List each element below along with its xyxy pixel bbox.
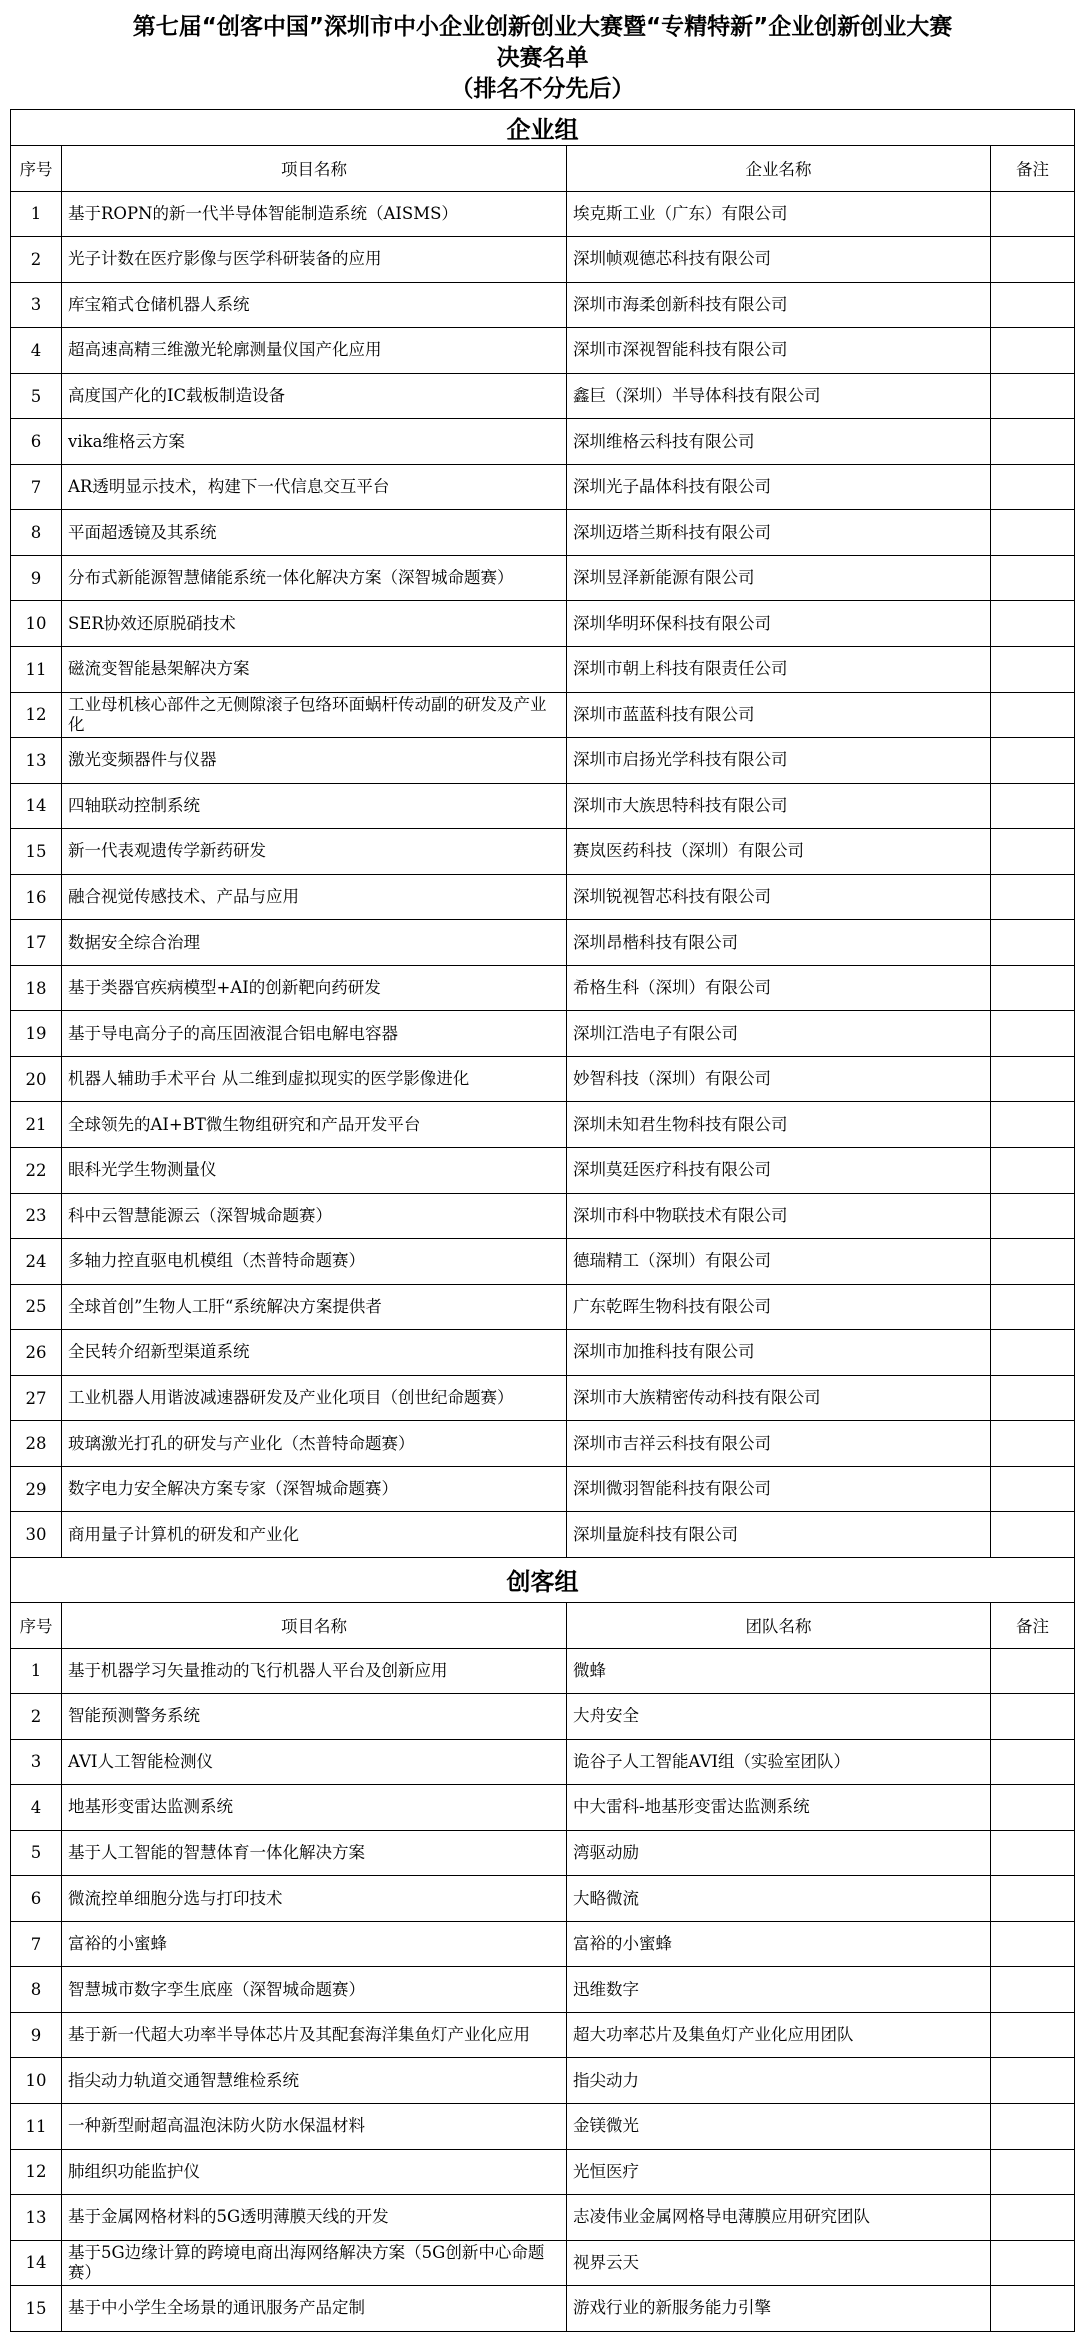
row-organization-name: 深圳维格云科技有限公司 xyxy=(567,419,991,465)
row-note xyxy=(991,419,1075,465)
column-header-note: 备注 xyxy=(991,1602,1075,1648)
row-index: 9 xyxy=(11,555,62,601)
row-organization-name: 湾驱动励 xyxy=(567,1830,991,1876)
enterprise-row xyxy=(11,464,1075,510)
row-index: 1 xyxy=(11,191,62,237)
row-index: 12 xyxy=(11,692,62,738)
row-note xyxy=(991,1694,1075,1740)
enterprise-row xyxy=(11,1239,1075,1285)
row-organization-name: 光恒医疗 xyxy=(567,2149,991,2195)
row-index: 26 xyxy=(11,1330,62,1376)
row-organization-name: 深圳未知君生物科技有限公司 xyxy=(567,1102,991,1148)
enterprise-row xyxy=(11,1102,1075,1148)
row-project-name: 机器人辅助手术平台 从二维到虚拟现实的医学影像进化 xyxy=(62,1056,567,1102)
maker-row xyxy=(11,2286,1075,2332)
row-note xyxy=(991,692,1075,738)
row-index: 3 xyxy=(11,1739,62,1785)
row-project-name: 高度国产化的IC载板制造设备 xyxy=(62,373,567,419)
row-project-name: 平面超透镜及其系统 xyxy=(62,510,567,556)
row-project-name: 基于机器学习矢量推动的飞行机器人平台及创新应用 xyxy=(62,1648,567,1694)
row-note xyxy=(991,1921,1075,1967)
maker-row xyxy=(11,1648,1075,1694)
enterprise-row xyxy=(11,601,1075,647)
enterprise-row xyxy=(11,1011,1075,1057)
row-organization-name: 深圳市朝上科技有限责任公司 xyxy=(567,647,991,693)
row-project-name: 科中云智慧能源云（深智城命题赛） xyxy=(62,1193,567,1239)
row-index: 6 xyxy=(11,419,62,465)
row-note xyxy=(991,191,1075,237)
row-note xyxy=(991,2012,1075,2058)
row-note xyxy=(991,1330,1075,1376)
row-organization-name: 深圳市海柔创新科技有限公司 xyxy=(567,282,991,328)
row-note xyxy=(991,1102,1075,1148)
row-index: 15 xyxy=(11,2286,62,2332)
row-note xyxy=(991,1967,1075,2013)
row-index: 30 xyxy=(11,1512,62,1558)
enterprise-row xyxy=(11,555,1075,601)
row-index: 4 xyxy=(11,1785,62,1831)
row-project-name: 地基形变雷达监测系统 xyxy=(62,1785,567,1831)
row-project-name: 指尖动力轨道交通智慧维检系统 xyxy=(62,2058,567,2104)
row-note xyxy=(991,1876,1075,1922)
row-organization-name: 深圳市深视智能科技有限公司 xyxy=(567,328,991,374)
row-note xyxy=(991,373,1075,419)
enterprise-row xyxy=(11,965,1075,1011)
row-organization-name: 深圳昱泽新能源有限公司 xyxy=(567,555,991,601)
row-organization-name: 德瑞精工（深圳）有限公司 xyxy=(567,1239,991,1285)
row-index: 20 xyxy=(11,1056,62,1102)
row-note xyxy=(991,2103,1075,2149)
maker-row xyxy=(11,2240,1075,2286)
maker-column-headers xyxy=(11,1602,1075,1648)
row-note xyxy=(991,1148,1075,1194)
row-organization-name: 深圳市科中物联技术有限公司 xyxy=(567,1193,991,1239)
row-organization-name: 深圳市启扬光学科技有限公司 xyxy=(567,738,991,784)
row-project-name: 一种新型耐超高温泡沫防火防水保温材料 xyxy=(62,2103,567,2149)
row-organization-name: 深圳迈塔兰斯科技有限公司 xyxy=(567,510,991,556)
row-note xyxy=(991,2286,1075,2332)
row-organization-name: 中大雷科-地基形变雷达监测系统 xyxy=(567,1785,991,1831)
row-organization-name: 深圳帧观德芯科技有限公司 xyxy=(567,237,991,283)
row-index: 18 xyxy=(11,965,62,1011)
row-organization-name: 深圳莫廷医疗科技有限公司 xyxy=(567,1148,991,1194)
row-organization-name: 希格生科（深圳）有限公司 xyxy=(567,965,991,1011)
row-note xyxy=(991,738,1075,784)
enterprise-row xyxy=(11,1466,1075,1512)
row-organization-name: 鑫巨（深圳）半导体科技有限公司 xyxy=(567,373,991,419)
row-organization-name: 深圳锐视智芯科技有限公司 xyxy=(567,874,991,920)
row-organization-name: 妙智科技（深圳）有限公司 xyxy=(567,1056,991,1102)
enterprise-column-headers xyxy=(11,146,1075,192)
row-note xyxy=(991,328,1075,374)
row-note xyxy=(991,1239,1075,1285)
row-project-name: AR透明显示技术，构建下一代信息交互平台 xyxy=(62,464,567,510)
maker-row xyxy=(11,2103,1075,2149)
maker-row xyxy=(11,1694,1075,1740)
row-index: 24 xyxy=(11,1239,62,1285)
row-note xyxy=(991,783,1075,829)
row-organization-name: 深圳市大族思特科技有限公司 xyxy=(567,783,991,829)
row-organization-name: 深圳昂楷科技有限公司 xyxy=(567,920,991,966)
row-index: 27 xyxy=(11,1375,62,1421)
row-organization-name: 深圳华明环保科技有限公司 xyxy=(567,601,991,647)
row-index: 3 xyxy=(11,282,62,328)
enterprise-row xyxy=(11,373,1075,419)
row-organization-name: 游戏行业的新服务能力引擎 xyxy=(567,2286,991,2332)
row-organization-name: 深圳量旋科技有限公司 xyxy=(567,1512,991,1558)
row-index: 8 xyxy=(11,510,62,556)
row-note xyxy=(991,555,1075,601)
column-header-team: 团队名称 xyxy=(567,1602,991,1648)
row-note xyxy=(991,1648,1075,1694)
row-organization-name: 深圳市吉祥云科技有限公司 xyxy=(567,1421,991,1467)
row-index: 7 xyxy=(11,464,62,510)
enterprise-section-header xyxy=(11,110,1075,146)
row-project-name: 全球领先的AI+BT微生物组研究和产品开发平台 xyxy=(62,1102,567,1148)
row-project-name: 基于5G边缘计算的跨境电商出海网络解决方案（5G创新中心命题赛） xyxy=(62,2240,567,2286)
enterprise-row xyxy=(11,1421,1075,1467)
row-index: 15 xyxy=(11,829,62,875)
row-note xyxy=(991,965,1075,1011)
row-organization-name: 迅维数字 xyxy=(567,1967,991,2013)
enterprise-row xyxy=(11,1284,1075,1330)
row-organization-name: 大略微流 xyxy=(567,1876,991,1922)
row-note xyxy=(991,601,1075,647)
row-project-name: 基于导电高分子的高压固液混合铝电解电容器 xyxy=(62,1011,567,1057)
row-organization-name: 指尖动力 xyxy=(567,2058,991,2104)
row-project-name: 微流控单细胞分选与打印技术 xyxy=(62,1876,567,1922)
maker-row xyxy=(11,1967,1075,2013)
row-index: 12 xyxy=(11,2149,62,2195)
row-project-name: 超高速高精三维激光轮廓测量仪国产化应用 xyxy=(62,328,567,374)
maker-row xyxy=(11,2195,1075,2241)
maker-row xyxy=(11,1876,1075,1922)
row-note xyxy=(991,920,1075,966)
row-organization-name: 深圳市大族精密传动科技有限公司 xyxy=(567,1375,991,1421)
enterprise-row xyxy=(11,1375,1075,1421)
row-note xyxy=(991,874,1075,920)
row-index: 19 xyxy=(11,1011,62,1057)
maker-row xyxy=(11,1830,1075,1876)
row-index: 10 xyxy=(11,2058,62,2104)
row-project-name: 基于人工智能的智慧体育一体化解决方案 xyxy=(62,1830,567,1876)
row-note xyxy=(991,282,1075,328)
enterprise-row xyxy=(11,282,1075,328)
row-note xyxy=(991,464,1075,510)
row-project-name: 库宝箱式仓储机器人系统 xyxy=(62,282,567,328)
row-index: 6 xyxy=(11,1876,62,1922)
row-index: 22 xyxy=(11,1148,62,1194)
row-note xyxy=(991,1421,1075,1467)
row-index: 29 xyxy=(11,1466,62,1512)
row-note xyxy=(991,1739,1075,1785)
row-project-name: 基于ROPN的新一代半导体智能制造系统（AISMS） xyxy=(62,191,567,237)
enterprise-row xyxy=(11,1056,1075,1102)
row-project-name: 工业机器人用谐波减速器研发及产业化项目（创世纪命题赛） xyxy=(62,1375,567,1421)
row-project-name: vika维格云方案 xyxy=(62,419,567,465)
column-header-project: 项目名称 xyxy=(62,146,567,192)
row-index: 1 xyxy=(11,1648,62,1694)
enterprise-row xyxy=(11,647,1075,693)
row-project-name: 工业母机核心部件之无侧隙滚子包络环面蜗杆传动副的研发及产业化 xyxy=(62,692,567,738)
row-note xyxy=(991,1785,1075,1831)
enterprise-row xyxy=(11,829,1075,875)
row-project-name: 全民转介绍新型渠道系统 xyxy=(62,1330,567,1376)
row-index: 13 xyxy=(11,2195,62,2241)
row-organization-name: 志凌伟业金属网格导电薄膜应用研究团队 xyxy=(567,2195,991,2241)
row-project-name: 融合视觉传感技术、产品与应用 xyxy=(62,874,567,920)
row-project-name: 多轴力控直驱电机模组（杰普特命题赛） xyxy=(62,1239,567,1285)
row-organization-name: 广东乾晖生物科技有限公司 xyxy=(567,1284,991,1330)
row-organization-name: 深圳微羽智能科技有限公司 xyxy=(567,1466,991,1512)
row-note xyxy=(991,1056,1075,1102)
enterprise-row xyxy=(11,510,1075,556)
row-index: 8 xyxy=(11,1967,62,2013)
row-organization-name: 深圳市加推科技有限公司 xyxy=(567,1330,991,1376)
row-index: 16 xyxy=(11,874,62,920)
row-organization-name: 视界云天 xyxy=(567,2240,991,2286)
row-index: 14 xyxy=(11,2240,62,2286)
row-project-name: 数据安全综合治理 xyxy=(62,920,567,966)
row-note xyxy=(991,2195,1075,2241)
enterprise-row xyxy=(11,419,1075,465)
row-note xyxy=(991,2058,1075,2104)
row-note xyxy=(991,510,1075,556)
row-project-name: 分布式新能源智慧储能系统一体化解决方案（深智城命题赛） xyxy=(62,555,567,601)
row-note xyxy=(991,647,1075,693)
row-project-name: 激光变频器件与仪器 xyxy=(62,738,567,784)
maker-section-title: 创客组 xyxy=(11,1557,1075,1602)
row-note xyxy=(991,1466,1075,1512)
row-project-name: 富裕的小蜜蜂 xyxy=(62,1921,567,1967)
enterprise-row xyxy=(11,191,1075,237)
row-index: 23 xyxy=(11,1193,62,1239)
enterprise-row xyxy=(11,783,1075,829)
row-organization-name: 深圳市蓝蓝科技有限公司 xyxy=(567,692,991,738)
row-project-name: 玻璃激光打孔的研发与产业化（杰普特命题赛） xyxy=(62,1421,567,1467)
row-note xyxy=(991,1375,1075,1421)
row-index: 13 xyxy=(11,738,62,784)
row-organization-name: 微蜂 xyxy=(567,1648,991,1694)
row-index: 11 xyxy=(11,2103,62,2149)
row-note xyxy=(991,1284,1075,1330)
row-project-name: 眼科光学生物测量仪 xyxy=(62,1148,567,1194)
enterprise-row xyxy=(11,692,1075,738)
enterprise-row xyxy=(11,1512,1075,1558)
document-title xyxy=(0,12,1085,105)
row-note xyxy=(991,1011,1075,1057)
row-index: 21 xyxy=(11,1102,62,1148)
row-project-name: 商用量子计算机的研发和产业化 xyxy=(62,1512,567,1558)
row-index: 14 xyxy=(11,783,62,829)
maker-row xyxy=(11,2012,1075,2058)
row-note xyxy=(991,1830,1075,1876)
maker-row xyxy=(11,2149,1075,2195)
row-project-name: 基于新一代超大功率半导体芯片及其配套海洋集鱼灯产业化应用 xyxy=(62,2012,567,2058)
enterprise-row xyxy=(11,328,1075,374)
row-index: 5 xyxy=(11,1830,62,1876)
row-project-name: 基于金属网格材料的5G透明薄膜天线的开发 xyxy=(62,2195,567,2241)
enterprise-row xyxy=(11,738,1075,784)
row-project-name: 新一代表观遗传学新药研发 xyxy=(62,829,567,875)
enterprise-row xyxy=(11,237,1075,283)
row-note xyxy=(991,2240,1075,2286)
row-project-name: 光子计数在医疗影像与医学科研装备的应用 xyxy=(62,237,567,283)
column-header-project: 项目名称 xyxy=(62,1602,567,1648)
row-organization-name: 深圳江浩电子有限公司 xyxy=(567,1011,991,1057)
enterprise-row xyxy=(11,874,1075,920)
row-index: 25 xyxy=(11,1284,62,1330)
column-header-note: 备注 xyxy=(991,146,1075,192)
row-organization-name: 深圳光子晶体科技有限公司 xyxy=(567,464,991,510)
row-index: 17 xyxy=(11,920,62,966)
row-project-name: 数字电力安全解决方案专家（深智城命题赛） xyxy=(62,1466,567,1512)
row-note xyxy=(991,1193,1075,1239)
row-project-name: 磁流变智能悬架解决方案 xyxy=(62,647,567,693)
row-organization-name: 埃克斯工业（广东）有限公司 xyxy=(567,191,991,237)
enterprise-section-title: 企业组 xyxy=(11,110,1075,146)
row-note xyxy=(991,1512,1075,1558)
row-organization-name: 赛岚医药科技（深圳）有限公司 xyxy=(567,829,991,875)
column-header-index: 序号 xyxy=(11,1602,62,1648)
row-index: 5 xyxy=(11,373,62,419)
row-project-name: 四轴联动控制系统 xyxy=(62,783,567,829)
column-header-org: 企业名称 xyxy=(567,146,991,192)
row-project-name: 智能预测警务系统 xyxy=(62,1694,567,1740)
row-organization-name: 富裕的小蜜蜂 xyxy=(567,1921,991,1967)
maker-row xyxy=(11,1739,1075,1785)
row-project-name: 基于类器官疾病模型+AI的创新靶向药研发 xyxy=(62,965,567,1011)
finalist-table xyxy=(10,109,1075,2332)
row-index: 9 xyxy=(11,2012,62,2058)
row-project-name: 全球首创”生物人工肝“系统解决方案提供者 xyxy=(62,1284,567,1330)
row-index: 4 xyxy=(11,328,62,374)
row-project-name: 智慧城市数字孪生底座（深智城命题赛） xyxy=(62,1967,567,2013)
row-organization-name: 大舟安全 xyxy=(567,1694,991,1740)
row-note xyxy=(991,237,1075,283)
enterprise-row xyxy=(11,1193,1075,1239)
maker-row xyxy=(11,1921,1075,1967)
title-line-2: 决赛名单 xyxy=(496,45,589,71)
enterprise-row xyxy=(11,920,1075,966)
maker-row xyxy=(11,2058,1075,2104)
row-note xyxy=(991,2149,1075,2195)
row-organization-name: 超大功率芯片及集鱼灯产业化应用团队 xyxy=(567,2012,991,2058)
row-index: 28 xyxy=(11,1421,62,1467)
row-index: 2 xyxy=(11,237,62,283)
row-index: 10 xyxy=(11,601,62,647)
row-project-name: 基于中小学生全场景的通讯服务产品定制 xyxy=(62,2286,567,2332)
maker-section-header xyxy=(11,1557,1075,1602)
enterprise-row xyxy=(11,1148,1075,1194)
row-project-name: SER协效还原脱硝技术 xyxy=(62,601,567,647)
row-project-name: 肺组织功能监护仪 xyxy=(62,2149,567,2195)
title-line-3: （排名不分先后） xyxy=(450,76,635,102)
row-note xyxy=(991,829,1075,875)
column-header-index: 序号 xyxy=(11,146,62,192)
enterprise-row xyxy=(11,1330,1075,1376)
row-organization-name: 诡谷子人工智能AVI组（实验室团队） xyxy=(567,1739,991,1785)
row-index: 11 xyxy=(11,647,62,693)
row-project-name: AVI人工智能检测仪 xyxy=(62,1739,567,1785)
maker-row xyxy=(11,1785,1075,1831)
row-organization-name: 金镁微光 xyxy=(567,2103,991,2149)
title-line-1: 第七届“创客中国”深圳市中小企业创新创业大赛暨“专精特新”企业创新创业大赛 xyxy=(132,14,953,40)
row-index: 7 xyxy=(11,1921,62,1967)
row-index: 2 xyxy=(11,1694,62,1740)
